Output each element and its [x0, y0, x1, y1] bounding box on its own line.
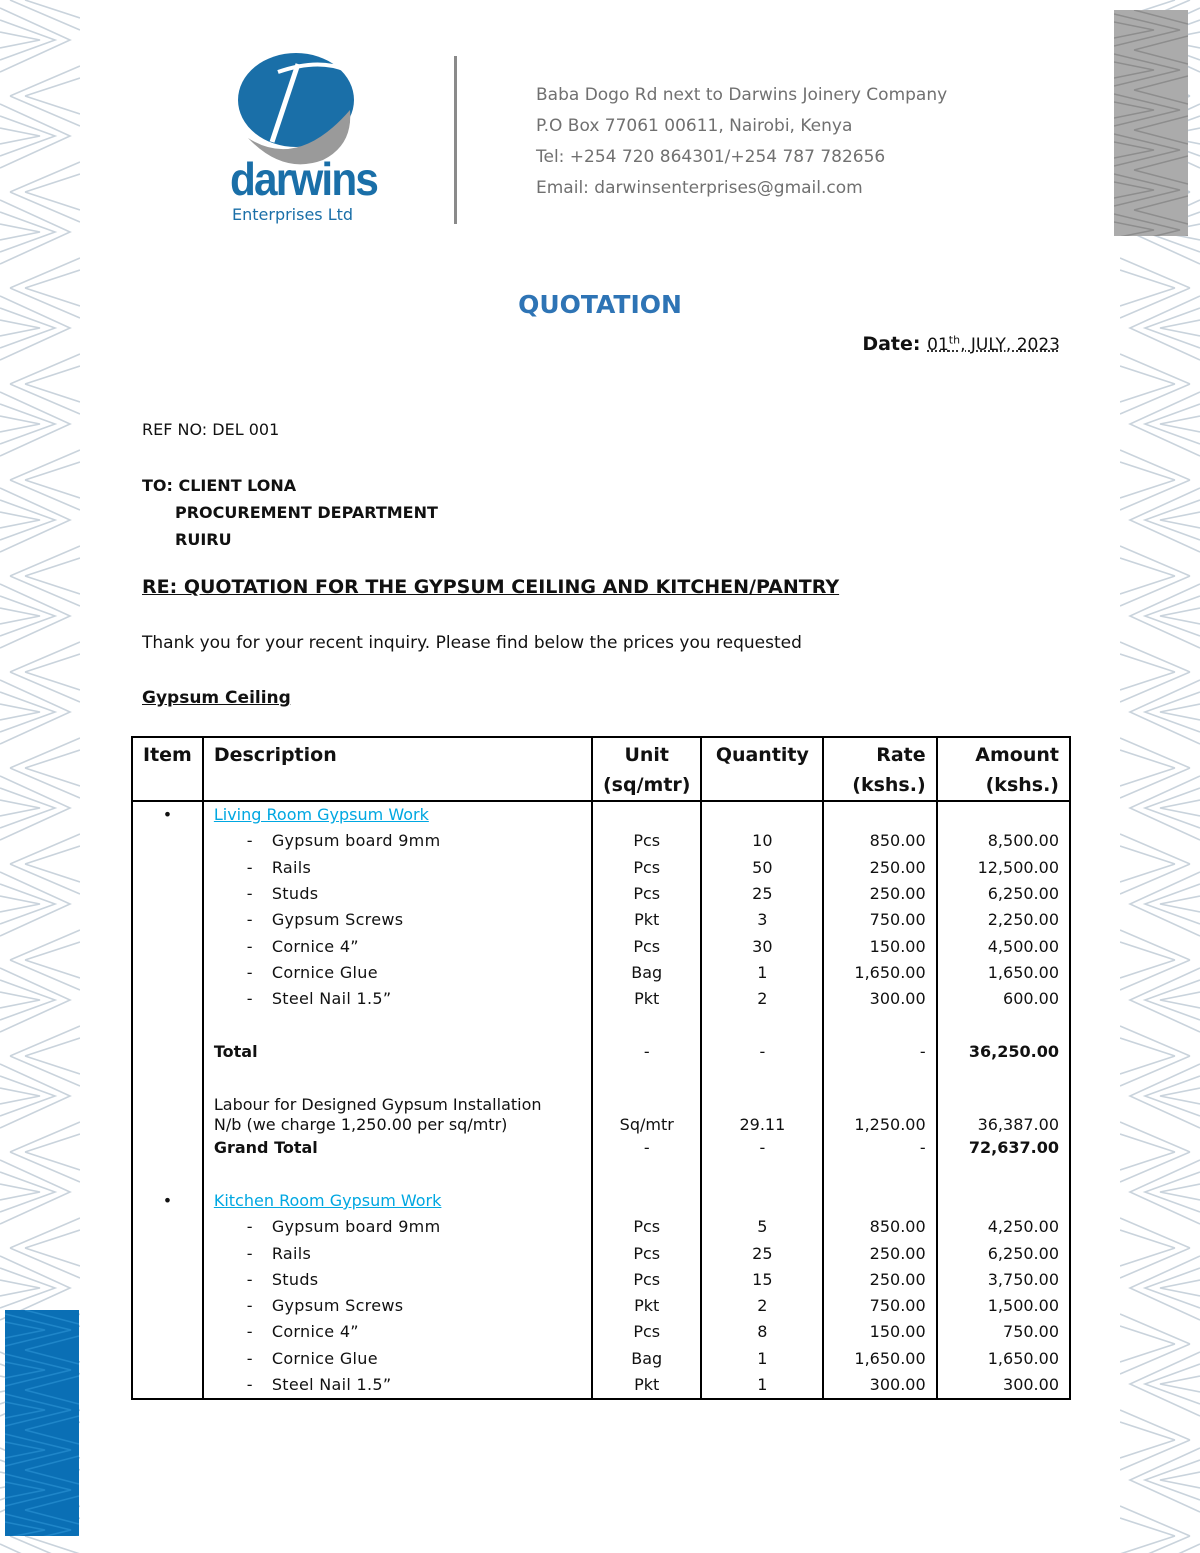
header-rate: Rate (kshs.) [823, 737, 936, 801]
header-amount: Amount (kshs.) [937, 737, 1070, 801]
table-row: - Rails Pcs 50 250.00 12,500.00 [132, 855, 1070, 881]
table-row: - Rails Pcs 25 250.00 6,250.00 [132, 1240, 1070, 1266]
grand-total-row: Grand Total - - - 72,637.00 [132, 1135, 1070, 1161]
bullet-marker: • [132, 1188, 203, 1214]
table-row: - Gypsum board 9mm Pcs 5 850.00 4,250.00 [132, 1214, 1070, 1240]
bullet-marker: • [132, 801, 203, 828]
phone-line: Tel: +254 720 864301/+254 787 782656 [536, 147, 886, 167]
address-line: P.O Box 77061 00611, Nairobi, Kenya [536, 116, 853, 136]
table-row: - Steel Nail 1.5” Pkt 1 300.00 300.00 [132, 1372, 1070, 1399]
table-row: - Steel Nail 1.5” Pkt 2 300.00 600.00 [132, 986, 1070, 1012]
header-description: Description [203, 737, 592, 801]
corner-grey-block [1114, 10, 1188, 236]
header-divider [454, 56, 457, 224]
date-label: Date: [862, 333, 921, 355]
recipient-block [142, 472, 438, 553]
group-heading-row [132, 801, 1070, 828]
group-heading-row [132, 1188, 1070, 1214]
header-item: Item [132, 737, 203, 801]
total-label: Total [203, 1039, 592, 1065]
recipient-line: RUIRU [175, 530, 232, 549]
spacer-row [132, 1162, 1070, 1188]
total-amount: 36,250.00 [937, 1039, 1070, 1065]
email-line: Email: darwinsenterprises@gmail.com [536, 178, 863, 198]
table-row: - Gypsum board 9mm Pcs 10 850.00 8,500.00 [132, 828, 1070, 854]
table-row: - Gypsum Screws Pkt 2 750.00 1,500.00 [132, 1293, 1070, 1319]
recipient-line: TO: CLIENT LONA [142, 476, 297, 495]
labour-row: Labour for Designed Gypsum Installation N/b (we charge 1,250.00 per sq/mtr) Sq/mtr 29.11 1,250.00 36,387.00 [132, 1091, 1070, 1135]
spacer-row [132, 1065, 1070, 1091]
table-row: - Studs Pcs 25 250.00 6,250.00 [132, 881, 1070, 907]
company-brand-name: darwins [230, 153, 378, 205]
date-day: 01 [927, 335, 949, 355]
company-subtitle: Enterprises Ltd [232, 205, 354, 224]
table-header-row [132, 737, 1070, 801]
section-title: Gypsum Ceiling [142, 688, 291, 708]
date-rest: , JULY, 2023 [960, 335, 1060, 355]
labour-description: Labour for Designed Gypsum Installation N/b (we charge 1,250.00 per sq/mtr) [203, 1091, 592, 1135]
table-row: - Cornice 4” Pcs 30 150.00 4,500.00 [132, 933, 1070, 959]
grand-total-amount: 72,637.00 [937, 1135, 1070, 1161]
table-row: - Studs Pcs 15 250.00 3,750.00 [132, 1267, 1070, 1293]
company-address-block [536, 80, 947, 204]
table-row: - Gypsum Screws Pkt 3 750.00 2,250.00 [132, 907, 1070, 933]
table-row: - Cornice Glue Bag 1 1,650.00 1,650.00 [132, 1346, 1070, 1372]
grand-total-label: Grand Total [203, 1135, 592, 1161]
intro-text: Thank you for your recent inquiry. Please find below the prices you requested [142, 633, 802, 653]
document-title: QUOTATION [518, 290, 682, 319]
total-row: Total - - - 36,250.00 [132, 1039, 1070, 1065]
group-title-link[interactable]: Kitchen Room Gypsum Work [203, 1188, 592, 1214]
corner-blue-block [5, 1310, 79, 1536]
date-suffix: th [948, 333, 961, 347]
table-row: - Cornice Glue Bag 1 1,650.00 1,650.00 [132, 960, 1070, 986]
recipient-line: PROCUREMENT DEPARTMENT [175, 503, 438, 522]
date-value [927, 335, 1060, 355]
subject-line: RE: QUOTATION FOR THE GYPSUM CEILING AND KITCHEN/PANTRY [142, 576, 840, 598]
spacer-row [132, 1012, 1070, 1038]
address-line: Baba Dogo Rd next to Darwins Joinery Company [536, 85, 948, 105]
reference-number: REF NO: DEL 001 [142, 420, 280, 439]
document-date [862, 333, 1060, 355]
table-row: - Cornice 4” Pcs 8 150.00 750.00 [132, 1319, 1070, 1345]
group-title-link[interactable]: Living Room Gypsum Work [203, 801, 592, 828]
header-quantity: Quantity [701, 737, 823, 801]
quotation-table [131, 736, 1071, 1400]
header-unit: Unit (sq/mtr) [592, 737, 701, 801]
